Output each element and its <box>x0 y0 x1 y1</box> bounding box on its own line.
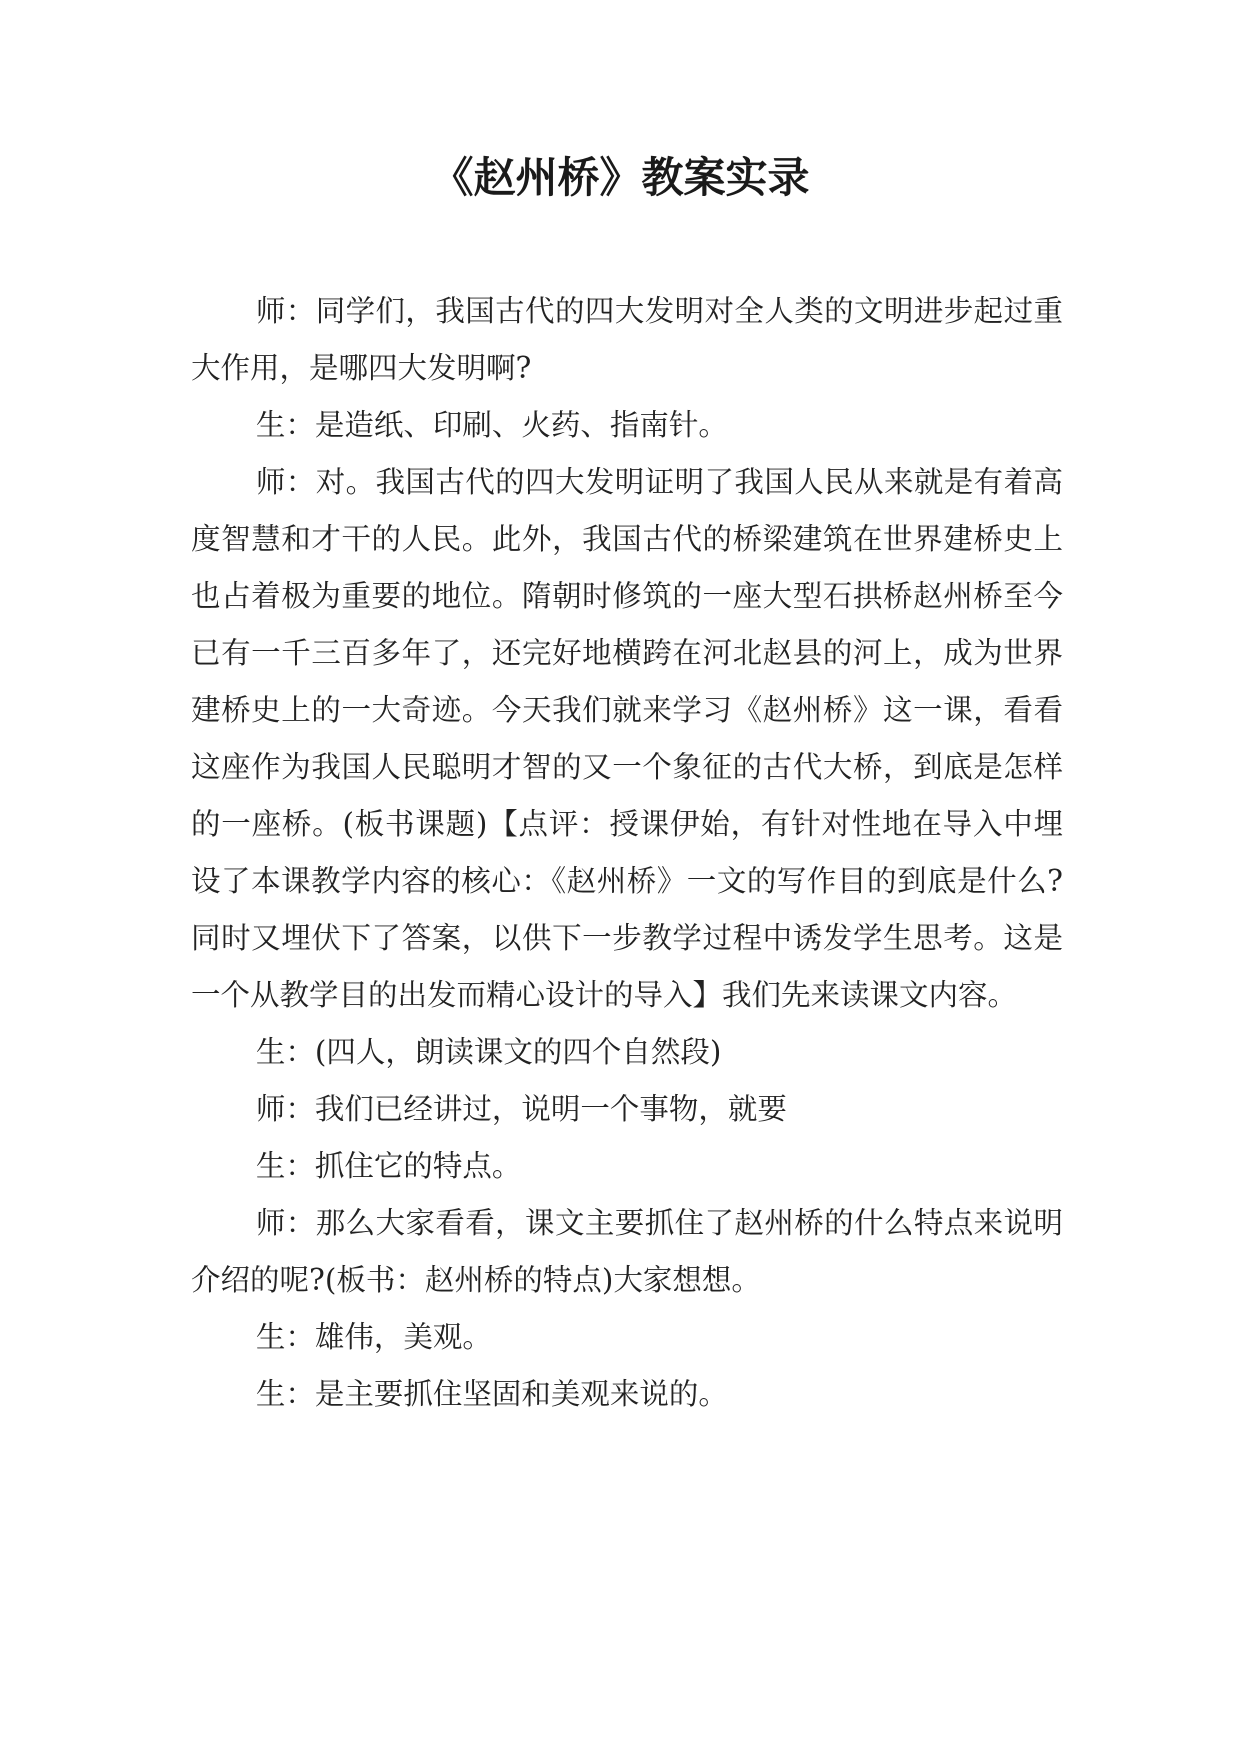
paragraph-student-answer-inventions: 生：是造纸、印刷、火药、指南针。 <box>255 408 728 442</box>
document-title: 《赵州桥》教案实录 <box>431 153 810 202</box>
paragraph-student-reading: 生：(四人，朗读课文的四个自然段) <box>255 1035 722 1069</box>
paragraph-student-answer-sturdy: 生：是主要抓住坚固和美观来说的。 <box>255 1377 728 1411</box>
paragraph-student-answer-grand: 生：雄伟，美观。 <box>255 1320 492 1354</box>
paragraph-teacher-question: 师：那么大家看看，课文主要抓住了赵州桥的什么特点来说明介绍的呢?(板书：赵州桥的特点)大家想想。 <box>191 1206 1063 1297</box>
paragraph-teacher-intro: 师：同学们，我国古代的四大发明对全人类的文明进步起过重大作用，是哪四大发明啊? <box>191 294 1063 385</box>
paragraph-student-features-answer: 生：抓住它的特点。 <box>255 1149 522 1183</box>
paragraph-teacher-features-prompt: 师：我们已经讲过，说明一个事物，就要 <box>255 1092 787 1126</box>
document-body <box>191 283 1063 1423</box>
paragraph-teacher-bridge-intro: 师：对。我国古代的四大发明证明了我国人民从来就是有着高度智慧和才干的人民。此外，我国古代的桥梁建筑在世界建桥史上也占着极为重要的地位。隋朝时修筑的一座大型石拱桥赵州桥至今已有一千三百多年了，还完好地横跨在河北赵县的河上，成为世界建桥史上的一大奇迹。今天我们就来学习《赵州桥》这一课，看看这座作为我国人民聪明才智的又一个象征的古代大桥，到底是怎样的一座桥。(板书课题)【点评：授课伊始，有针对性地在导入中埋设了本课教学内容的核心：《赵州桥》一文的写作目的到底是什么?同时又埋伏下了答案，以供下一步教学过程中诱发学生思考。这是一个从教学目的出发而精心设计的导入】我们先来读课文内容。 <box>191 465 1063 1012</box>
